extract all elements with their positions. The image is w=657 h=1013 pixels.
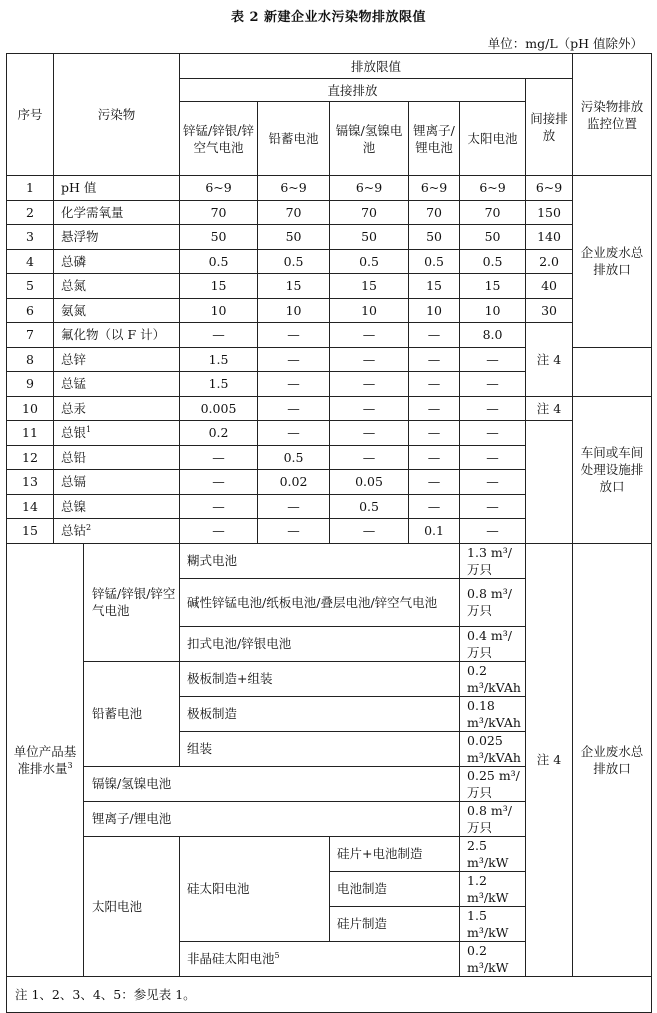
row-number: 14 bbox=[7, 494, 54, 519]
limit-lead: 70 bbox=[258, 200, 330, 225]
limit-nicd: — bbox=[330, 421, 409, 446]
limit-solar: — bbox=[460, 347, 526, 372]
limit-indirect: 注 4 bbox=[526, 396, 573, 421]
limit-solar: — bbox=[460, 421, 526, 446]
limit-nicd: 0.05 bbox=[330, 470, 409, 495]
limit-nicd: 70 bbox=[330, 200, 409, 225]
row-number: 4 bbox=[7, 249, 54, 274]
pollutant-name: 氟化物（以 F 计） bbox=[54, 323, 180, 348]
battery-type: 电池制造 bbox=[330, 871, 460, 906]
limit-zinc: 0.005 bbox=[180, 396, 258, 421]
pollutant-name: 总汞 bbox=[54, 396, 180, 421]
row-number: 3 bbox=[7, 225, 54, 250]
limit-lead: 0.5 bbox=[258, 249, 330, 274]
limit-solar: — bbox=[460, 445, 526, 470]
monitor-workshop-outlet: 车间或车间处理设施排放口 bbox=[573, 396, 652, 543]
battery-type: 非晶硅太阳电池$^5$ bbox=[180, 941, 460, 976]
limit-li: — bbox=[409, 445, 460, 470]
limit-zinc: 0.5 bbox=[180, 249, 258, 274]
limit-nicd: — bbox=[330, 323, 409, 348]
unit-indirect-note: 注 4 bbox=[526, 543, 573, 976]
limit-solar: 6~9 bbox=[460, 176, 526, 201]
row-number: 12 bbox=[7, 445, 54, 470]
limit-li: 0.1 bbox=[409, 519, 460, 544]
header-solar: 太阳电池 bbox=[460, 102, 526, 176]
limit-lead: 0.02 bbox=[258, 470, 330, 495]
limit-zinc: — bbox=[180, 323, 258, 348]
drain-value: 0.8 m³/万只 bbox=[460, 801, 526, 836]
limit-li: 50 bbox=[409, 225, 460, 250]
pollutant-name: 总银$^1$ bbox=[54, 421, 180, 446]
limit-zinc: 1.5 bbox=[180, 347, 258, 372]
limit-lead: — bbox=[258, 519, 330, 544]
battery-type: 硅片+电池制造 bbox=[330, 836, 460, 871]
header-direct: 直接排放 bbox=[180, 79, 526, 102]
group-lead: 铅蓄电池 bbox=[84, 661, 180, 766]
pollutant-name: 总钴$^2$ bbox=[54, 519, 180, 544]
pollutant-name: 总锰 bbox=[54, 372, 180, 397]
limit-zinc: — bbox=[180, 470, 258, 495]
header-limits: 排放限值 bbox=[180, 54, 573, 79]
limit-zinc: 1.5 bbox=[180, 372, 258, 397]
limit-solar: 15 bbox=[460, 274, 526, 299]
limit-zinc: 70 bbox=[180, 200, 258, 225]
limit-solar: — bbox=[460, 519, 526, 544]
row-number: 6 bbox=[7, 298, 54, 323]
limit-zinc: — bbox=[180, 519, 258, 544]
limit-li: 70 bbox=[409, 200, 460, 225]
limit-solar: 50 bbox=[460, 225, 526, 250]
pollutant-name: 总氮 bbox=[54, 274, 180, 299]
header-indirect: 间接排放 bbox=[526, 79, 573, 176]
row-number: 11 bbox=[7, 421, 54, 446]
limit-solar: 0.5 bbox=[460, 249, 526, 274]
limit-nicd: — bbox=[330, 372, 409, 397]
limit-lead: 10 bbox=[258, 298, 330, 323]
drain-value: 0.4 m³/万只 bbox=[460, 626, 526, 661]
limit-indirect: 30 bbox=[526, 298, 573, 323]
pollutant-name: 总镉 bbox=[54, 470, 180, 495]
limit-zinc: 15 bbox=[180, 274, 258, 299]
limit-solar: — bbox=[460, 396, 526, 421]
limit-nicd: — bbox=[330, 445, 409, 470]
limit-solar: 70 bbox=[460, 200, 526, 225]
limit-li: — bbox=[409, 323, 460, 348]
limit-zinc: 50 bbox=[180, 225, 258, 250]
row-number: 1 bbox=[7, 176, 54, 201]
limit-nicd: 10 bbox=[330, 298, 409, 323]
limit-li: — bbox=[409, 372, 460, 397]
limit-lead: 0.5 bbox=[258, 445, 330, 470]
limit-lead: — bbox=[258, 347, 330, 372]
row-number: 13 bbox=[7, 470, 54, 495]
limit-nicd: — bbox=[330, 347, 409, 372]
limit-solar: — bbox=[460, 470, 526, 495]
header-pollutant: 污染物 bbox=[54, 54, 180, 176]
battery-type: 扣式电池/锌银电池 bbox=[180, 626, 460, 661]
limit-solar: — bbox=[460, 372, 526, 397]
limit-lead: — bbox=[258, 396, 330, 421]
pollutant-name: 悬浮物 bbox=[54, 225, 180, 250]
limit-li: — bbox=[409, 396, 460, 421]
limit-li: — bbox=[409, 494, 460, 519]
limit-solar: 10 bbox=[460, 298, 526, 323]
limit-lead: — bbox=[258, 323, 330, 348]
header-lead: 铅蓄电池 bbox=[258, 102, 330, 176]
limit-indirect: 2.0 bbox=[526, 249, 573, 274]
drain-value: 1.5 m³/kW bbox=[460, 906, 526, 941]
row-number: 2 bbox=[7, 200, 54, 225]
pollutant-name: 总锌 bbox=[54, 347, 180, 372]
battery-type: 硅片制造 bbox=[330, 906, 460, 941]
row-number: 8 bbox=[7, 347, 54, 372]
battery-type: 碱性锌锰电池/纸板电池/叠层电池/锌空气电池 bbox=[180, 578, 460, 626]
limit-nicd: 15 bbox=[330, 274, 409, 299]
group-silicon: 硅太阳电池 bbox=[180, 836, 330, 941]
limit-solar: 8.0 bbox=[460, 323, 526, 348]
pollutant-name: 氨氮 bbox=[54, 298, 180, 323]
battery-type: 组装 bbox=[180, 731, 460, 766]
limit-indirect-note: 注 4 bbox=[526, 323, 573, 397]
limit-lead: — bbox=[258, 421, 330, 446]
footnote: 注 1、2、3、4、5：参见表 1。 bbox=[7, 976, 652, 1012]
limit-zinc: — bbox=[180, 445, 258, 470]
limit-li: — bbox=[409, 421, 460, 446]
limit-indirect: 150 bbox=[526, 200, 573, 225]
unit-monitor: 企业废水总排放口 bbox=[573, 543, 652, 976]
drain-value: 1.3 m³/万只 bbox=[460, 543, 526, 578]
header-zinc: 锌锰/锌银/锌空气电池 bbox=[180, 102, 258, 176]
limit-solar: — bbox=[460, 494, 526, 519]
limit-indirect: 6~9 bbox=[526, 176, 573, 201]
limit-nicd: — bbox=[330, 396, 409, 421]
limit-lead: 6~9 bbox=[258, 176, 330, 201]
indirect-blank bbox=[526, 421, 573, 544]
limit-indirect: 40 bbox=[526, 274, 573, 299]
limit-indirect: 140 bbox=[526, 225, 573, 250]
pollutant-name: 总磷 bbox=[54, 249, 180, 274]
header-monitor: 污染物排放监控位置 bbox=[573, 54, 652, 176]
header-li: 锂离子/锂电池 bbox=[409, 102, 460, 176]
drain-value: 0.2 m³/kW bbox=[460, 941, 526, 976]
limit-li: — bbox=[409, 347, 460, 372]
limit-nicd: 50 bbox=[330, 225, 409, 250]
row-number: 5 bbox=[7, 274, 54, 299]
limit-nicd: 6~9 bbox=[330, 176, 409, 201]
limit-lead: 50 bbox=[258, 225, 330, 250]
limit-lead: — bbox=[258, 494, 330, 519]
group-solar: 太阳电池 bbox=[84, 836, 180, 976]
battery-type: 极板制造 bbox=[180, 696, 460, 731]
group-zinc: 锌锰/锌银/锌空气电池 bbox=[84, 543, 180, 661]
limit-li: — bbox=[409, 470, 460, 495]
drain-value: 0.18 m³/kVAh bbox=[460, 696, 526, 731]
limit-nicd: 0.5 bbox=[330, 249, 409, 274]
drain-value: 0.8 m³/万只 bbox=[460, 578, 526, 626]
table-title: 表 2 新建企业水污染物排放限值 bbox=[230, 10, 427, 25]
pollutant-name: 总铅 bbox=[54, 445, 180, 470]
drain-value: 0.025 m³/kVAh bbox=[460, 731, 526, 766]
row-number: 15 bbox=[7, 519, 54, 544]
limit-zinc: 6~9 bbox=[180, 176, 258, 201]
drain-value: 0.2 m³/kVAh bbox=[460, 661, 526, 696]
limit-li: 10 bbox=[409, 298, 460, 323]
group-li: 锂离子/锂电池 bbox=[84, 801, 460, 836]
limit-li: 0.5 bbox=[409, 249, 460, 274]
pollutant-name: 化学需氧量 bbox=[54, 200, 180, 225]
unit-note: 单位：mg/L（pH 值除外） bbox=[487, 36, 643, 51]
monitor-total-outlet: 企业废水总排放口 bbox=[573, 176, 652, 348]
battery-type: 极板制造+组装 bbox=[180, 661, 460, 696]
drain-value: 2.5 m³/kW bbox=[460, 836, 526, 871]
battery-type: 糊式电池 bbox=[180, 543, 460, 578]
limit-zinc: — bbox=[180, 494, 258, 519]
unit-product-label: 单位产品基准排水量$^3$ bbox=[7, 543, 84, 976]
monitor-blank bbox=[573, 347, 652, 396]
drain-value: 0.25 m³/万只 bbox=[460, 766, 526, 801]
limit-lead: 15 bbox=[258, 274, 330, 299]
row-number: 7 bbox=[7, 323, 54, 348]
header-seq: 序号 bbox=[7, 54, 54, 176]
limit-li: 15 bbox=[409, 274, 460, 299]
emission-limits-table bbox=[6, 53, 652, 1013]
group-nicd: 镉镍/氢镍电池 bbox=[84, 766, 460, 801]
drain-value: 1.2 m³/kW bbox=[460, 871, 526, 906]
pollutant-name: pH 值 bbox=[54, 176, 180, 201]
limit-li: 6~9 bbox=[409, 176, 460, 201]
row-number: 10 bbox=[7, 396, 54, 421]
limit-nicd: — bbox=[330, 519, 409, 544]
row-number: 9 bbox=[7, 372, 54, 397]
limit-zinc: 0.2 bbox=[180, 421, 258, 446]
limit-lead: — bbox=[258, 372, 330, 397]
header-nicd: 镉镍/氢镍电池 bbox=[330, 102, 409, 176]
pollutant-name: 总镍 bbox=[54, 494, 180, 519]
limit-zinc: 10 bbox=[180, 298, 258, 323]
limit-nicd: 0.5 bbox=[330, 494, 409, 519]
